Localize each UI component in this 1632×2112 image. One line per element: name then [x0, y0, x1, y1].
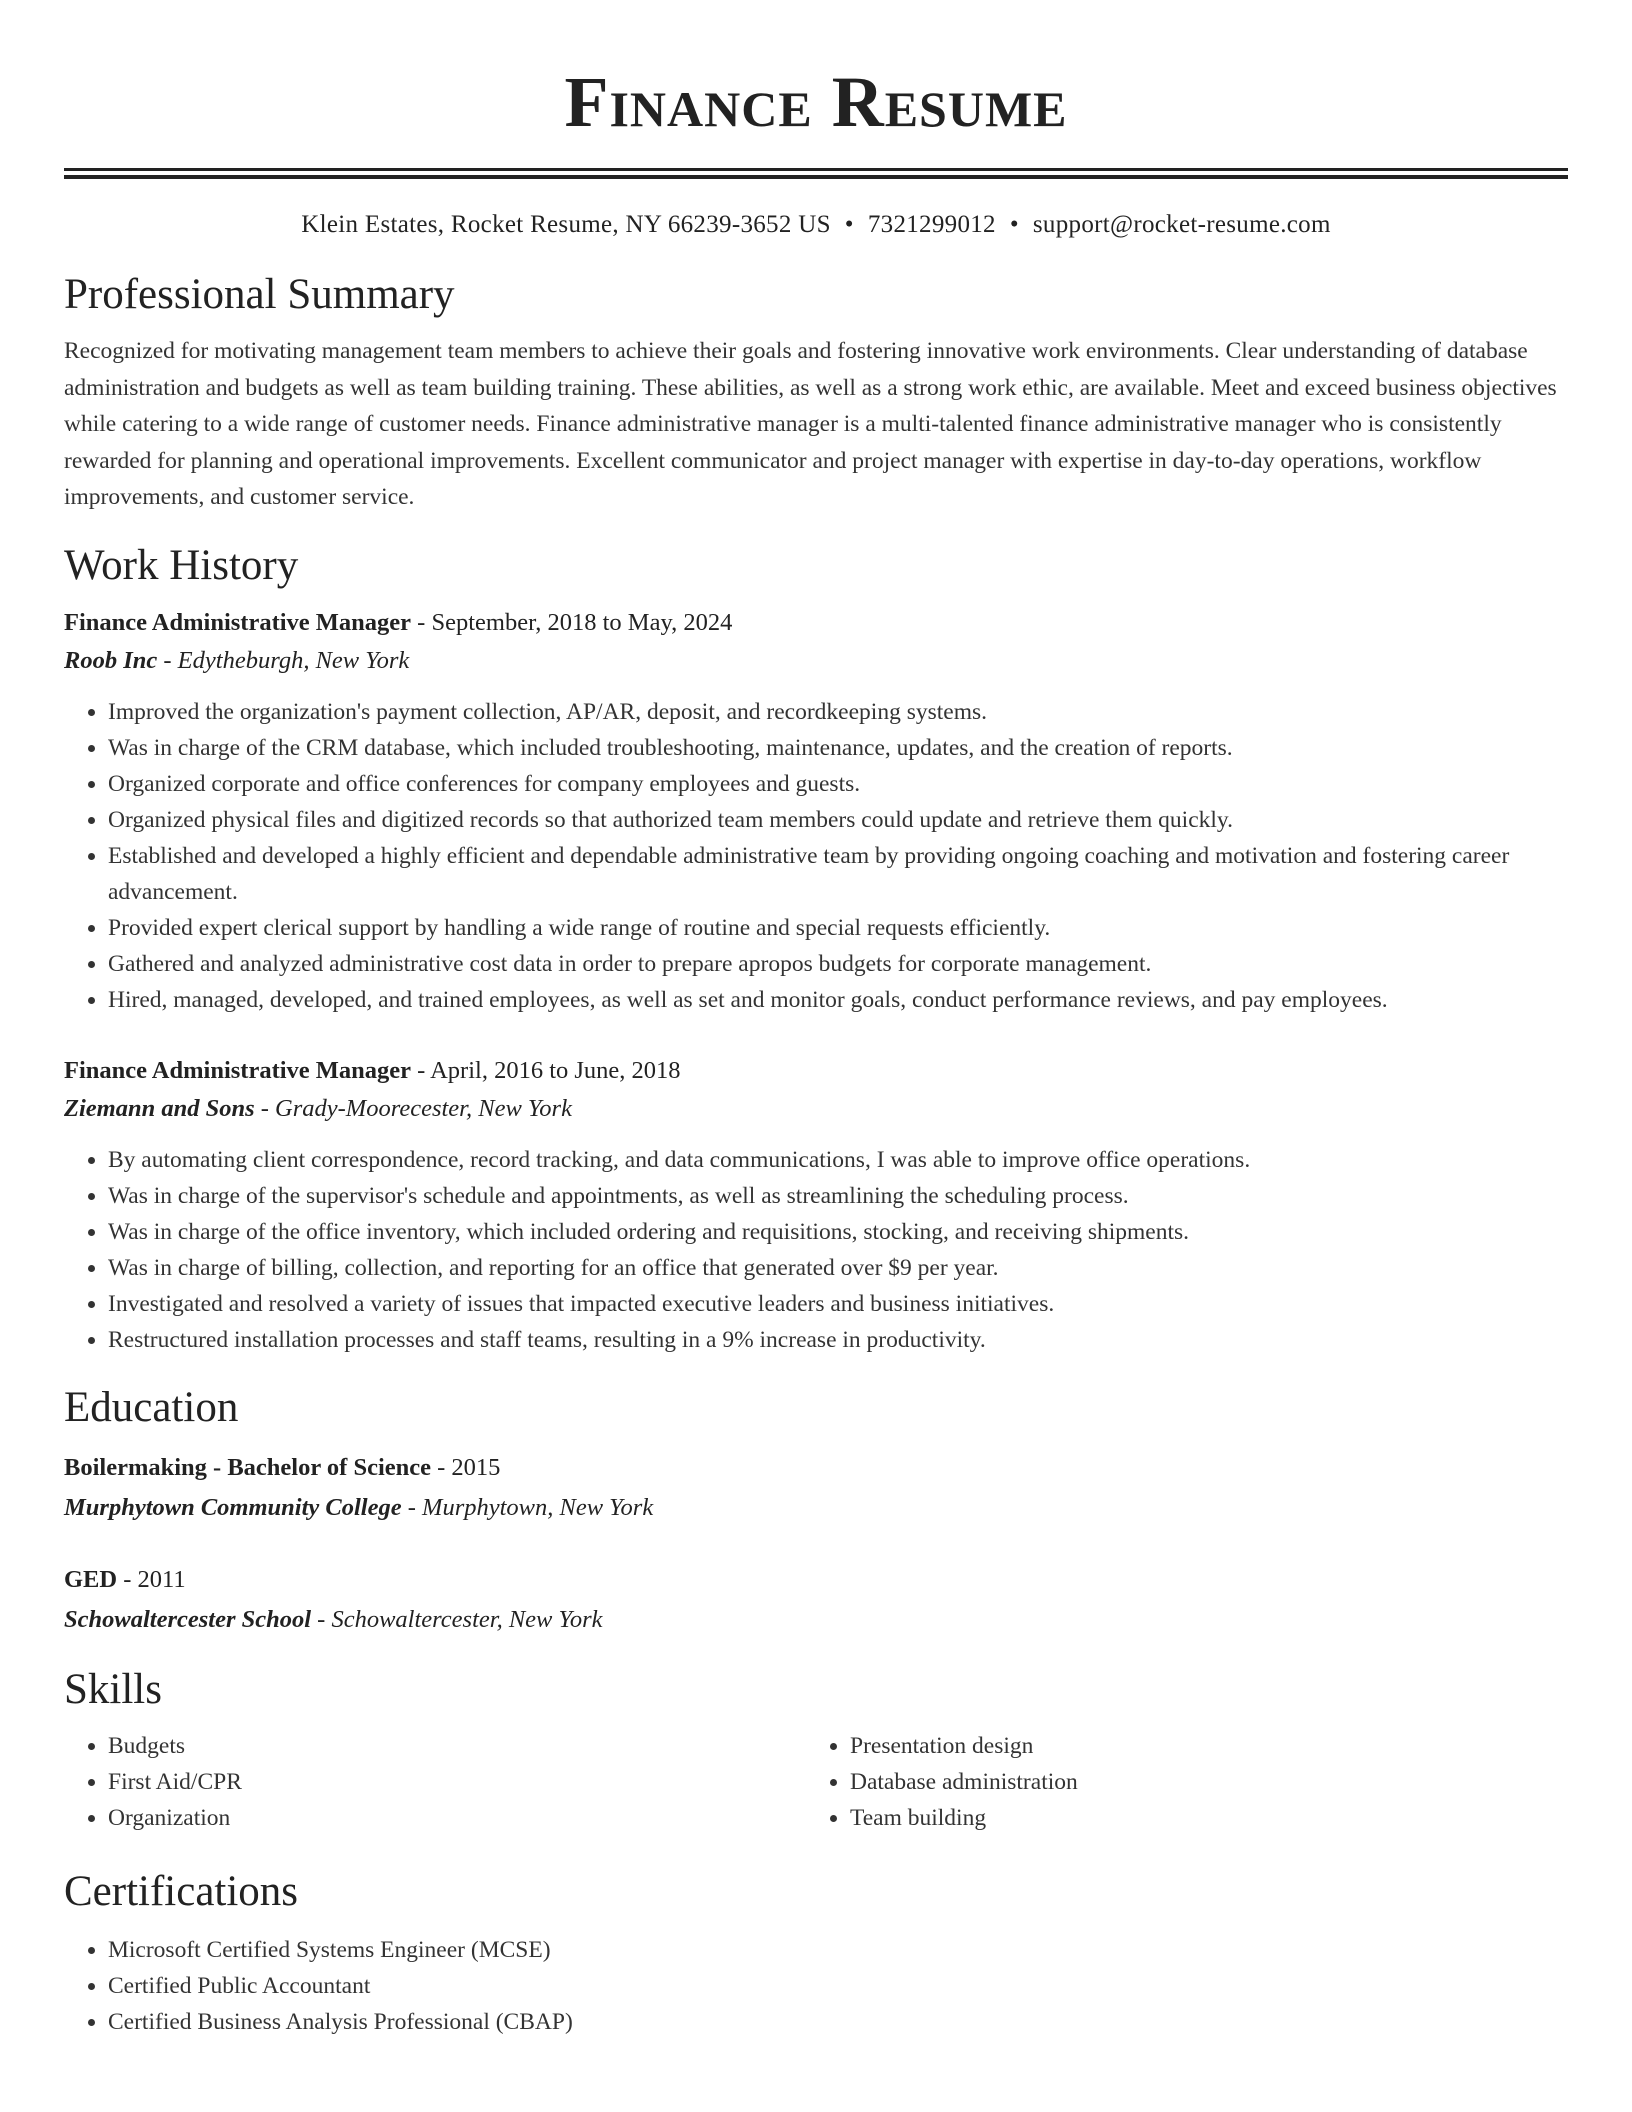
school-location: - Schowaltercester, New York — [311, 1605, 603, 1633]
list-item: • Established and developed a highly efficient and dependable administrative team by providing ongoing coaching and motivation and fostering career advancement. — [108, 838, 1568, 910]
bullet-separator: • — [1009, 211, 1019, 238]
summary-text: Recognized for motivating management team members to achieve their goals and fostering innovative work environments. Clear understanding of database administration and budgets as well as team building training. These abilities, as well as a strong work ethic, are available. Meet and exceed business objectives while catering to a wide range of customer needs. Finance administrative manager is a multi-talented finance administrative manager who is consistently rewarded for planning and operational improvements. Excellent communicator and project manager with expertise in day-to-day operations, workflow improvements, and customer service. — [64, 338, 1557, 510]
education-entry — [64, 1448, 1568, 1528]
school: Murphytown Community College — [64, 1493, 402, 1521]
header-double-rule — [64, 168, 1568, 179]
degree: GED — [64, 1565, 118, 1593]
school-line — [64, 1488, 1568, 1528]
skill-item: • First Aid/CPR — [108, 1764, 806, 1800]
skills-right-column — [806, 1728, 1548, 1836]
skills-left-column — [64, 1728, 806, 1836]
job-location: - Grady-Moorecester, New York — [254, 1094, 572, 1122]
job-bullet-list — [64, 694, 1568, 1018]
job-company: Ziemann and Sons — [64, 1094, 255, 1122]
list-item: • Was in charge of billing, collection, and reporting for an office that generated over $9 per year. — [108, 1250, 1568, 1286]
list-item: • Restructured installation processes and staff teams, resulting in a 9% increase in productivity. — [108, 1322, 1568, 1358]
job-entry — [64, 604, 1568, 1018]
certification-item: • Microsoft Certified Systems Engineer (MCSE) — [108, 1932, 1568, 1968]
degree: Boilermaking - Bachelor of Science — [64, 1453, 431, 1481]
list-item: • By automating client correspondence, record tracking, and data communications, I was able to improve office operations. — [108, 1142, 1568, 1178]
degree-line — [64, 1560, 1568, 1600]
list-item: • Provided expert clerical support by handling a wide range of routine and special requests efficiently. — [108, 910, 1568, 946]
list-item: • Was in charge of the office inventory, which included ordering and requisitions, stocking, and receiving shipments. — [108, 1214, 1568, 1250]
certification-item: • Certified Public Accountant — [108, 1968, 1568, 2004]
list-item: • Improved the organization's payment collection, AP/AR, deposit, and recordkeeping systems. — [108, 694, 1568, 730]
job-dates: - April, 2016 to June, 2018 — [411, 1056, 681, 1084]
skill-item: • Team building — [850, 1800, 1548, 1836]
list-item: • Was in charge of the CRM database, which included troubleshooting, maintenance, updates, and the creation of reports. — [108, 730, 1568, 766]
degree-line — [64, 1448, 1568, 1488]
job-location: - Edytheburgh, New York — [157, 646, 410, 674]
list-item: • Organized physical files and digitized records so that authorized team members could update and retrieve them quickly. — [108, 802, 1568, 838]
contact-phone: 7321299012 — [867, 211, 996, 238]
work-history-heading: Work History — [64, 541, 299, 589]
list-item: • Investigated and resolved a variety of issues that impacted executive leaders and business initiatives. — [108, 1286, 1568, 1322]
school-line — [64, 1600, 1568, 1640]
list-item: • Hired, managed, developed, and trained employees, as well as set and monitor goals, conduct performance reviews, and pay employees. — [108, 982, 1568, 1018]
list-item: • Was in charge of the supervisor's schedule and appointments, as well as streamlining the scheduling process. — [108, 1178, 1568, 1214]
degree-year: - 2011 — [117, 1565, 186, 1593]
contact-email: support@rocket-resume.com — [1032, 211, 1331, 238]
contact-address: Klein Estates, Rocket Resume, NY 66239-3652 US — [301, 211, 831, 238]
job-role: Finance Administrative Manager — [64, 608, 412, 636]
bullet-separator: • — [844, 211, 854, 238]
contact-line — [64, 209, 1568, 241]
education-list — [64, 1448, 1568, 1640]
degree-year: - 2015 — [431, 1453, 501, 1481]
job-title-line — [64, 604, 1568, 642]
job-bullet-list — [64, 1142, 1568, 1358]
school: Schowaltercester School — [64, 1605, 312, 1633]
summary-heading: Professional Summary — [64, 271, 455, 318]
skill-item: • Database administration — [850, 1764, 1548, 1800]
list-item: • Gathered and analyzed administrative cost data in order to prepare apropos budgets for corporate management. — [108, 946, 1568, 982]
skills-heading: Skills — [64, 1665, 162, 1713]
certification-item: • Certified Business Analysis Professional (CBAP) — [108, 2004, 1568, 2040]
list-item: • Organized corporate and office conferences for company employees and guests. — [108, 766, 1568, 802]
skill-item: • Organization — [108, 1800, 806, 1836]
certifications-heading: Certifications — [64, 1867, 299, 1915]
job-company-line — [64, 642, 1568, 680]
skill-item: • Presentation design — [850, 1728, 1548, 1764]
school-location: - Murphytown, New York — [401, 1493, 654, 1521]
education-entry — [64, 1560, 1568, 1640]
job-title-line — [64, 1052, 1568, 1090]
job-dates: - September, 2018 to May, 2024 — [411, 608, 733, 636]
job-company: Roob Inc — [64, 646, 158, 674]
resume-name: Finance Resume — [564, 62, 1068, 142]
certifications-list — [64, 1932, 1568, 2040]
job-entry — [64, 1052, 1568, 1358]
work-history-list — [64, 604, 1568, 1358]
job-role: Finance Administrative Manager — [64, 1056, 412, 1084]
job-company-line — [64, 1090, 1568, 1128]
skills-grid — [64, 1728, 1568, 1836]
skill-item: • Budgets — [108, 1728, 806, 1764]
education-heading: Education — [64, 1383, 239, 1431]
